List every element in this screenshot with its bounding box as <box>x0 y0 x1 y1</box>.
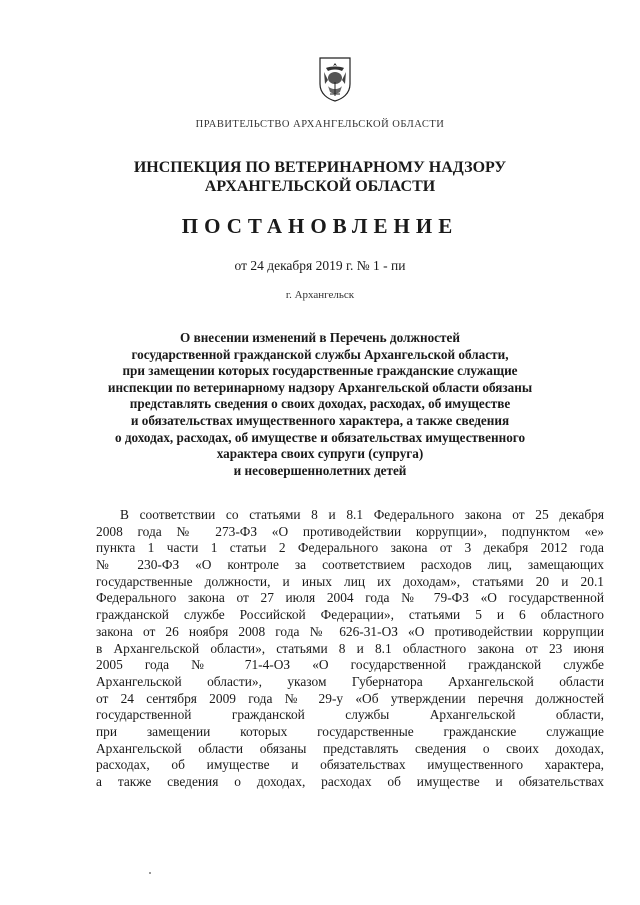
body-paragraph <box>96 507 604 791</box>
scan-dot <box>149 872 151 874</box>
body-line: Федерального закона от 27 июля 2004 года № 79-ФЗ «О государственной <box>96 590 604 606</box>
issuer-name-line-2: АРХАНГЕЛЬСКОЙ ОБЛАСТИ <box>204 178 436 195</box>
coat-of-arms-icon <box>318 56 352 102</box>
document-type-title: ПОСТАНОВЛЕНИЕ <box>181 214 459 238</box>
body-line: № 230-ФЗ «О контроле за соответствием расходов лиц, замещающих <box>96 557 604 573</box>
body-line: Архангельской области», указом Губернатора Архангельской области <box>96 673 604 689</box>
subject-line: и обязательствах имущественного характера, а также сведения <box>130 412 510 428</box>
issuer-name-line-1: ИНСПЕКЦИЯ ПО ВЕТЕРИНАРНОМУ НАДЗОРУ <box>133 159 507 176</box>
issuer-name <box>0 158 640 196</box>
body-line: от 24 сентября 2009 года № 29-у «Об утверждении перечня должностей <box>96 690 604 706</box>
body-line: расходах, об имуществе и обязательствах имущественного характера, <box>96 757 604 773</box>
body-line: Архангельской области обязаны представлять сведения о своих доходах, <box>96 740 604 756</box>
body-line: в Архангельской области», статьями 8 и 8.1 областного закона от 23 июня <box>96 640 604 656</box>
body-line: государственной гражданской службы Архангельской области, <box>96 707 604 723</box>
document-subject <box>60 330 580 479</box>
place-of-issue: г. Архангельск <box>285 289 355 301</box>
subject-line: о доходах, расходах, об имуществе и обязательствах имущественного <box>114 429 526 445</box>
subject-line: О внесении изменений в Перечень должностей <box>180 330 460 345</box>
body-line: а также сведения о доходах, расходах об имуществе и обязательствах <box>96 774 604 789</box>
government-name: ПРАВИТЕЛЬСТВО АРХАНГЕЛЬСКОЙ ОБЛАСТИ <box>195 119 445 130</box>
body-line: при замещении которых государственные гражданские служащие <box>96 723 604 739</box>
subject-line: представлять сведения о своих доходах, расходах, об имуществе <box>129 396 511 412</box>
body-line: пункта 1 части 1 статьи 2 Федерального закона от 3 декабря 2012 года <box>96 540 604 556</box>
body-line: гражданской службе Российской Федерации», статьями 5 и 6 областного <box>96 607 604 623</box>
date-and-number: от 24 декабря 2019 г. № 1 - пи <box>234 258 406 273</box>
subject-line: инспекции по ветеринарному надзору Архангельской области обязаны <box>107 379 533 395</box>
subject-line: и несовершеннолетних детей <box>233 462 407 478</box>
subject-line: характера своих супруги (супруга) <box>216 446 424 462</box>
subject-line: при замещении которых государственные гражданские служащие <box>122 363 518 379</box>
body-line: закона от 26 ноября 2008 года № 626-31-ОЗ «О противодействии коррупции <box>96 623 604 639</box>
body-line: 2005 года № 71-4-ОЗ «О государственной гражданской службе <box>96 657 604 673</box>
subject-line: государственной гражданской службы Архангельской области, <box>131 346 509 362</box>
body-line: государственные должности, и иных лиц их доходам», статьями 20 и 20.1 <box>96 573 604 589</box>
body-line: В соответствии со статьями 8 и 8.1 Федерального закона от 25 декабря <box>120 507 604 522</box>
body-line: 2008 года № 273-ФЗ «О противодействии коррупции», подпунктом «е» <box>96 523 604 539</box>
